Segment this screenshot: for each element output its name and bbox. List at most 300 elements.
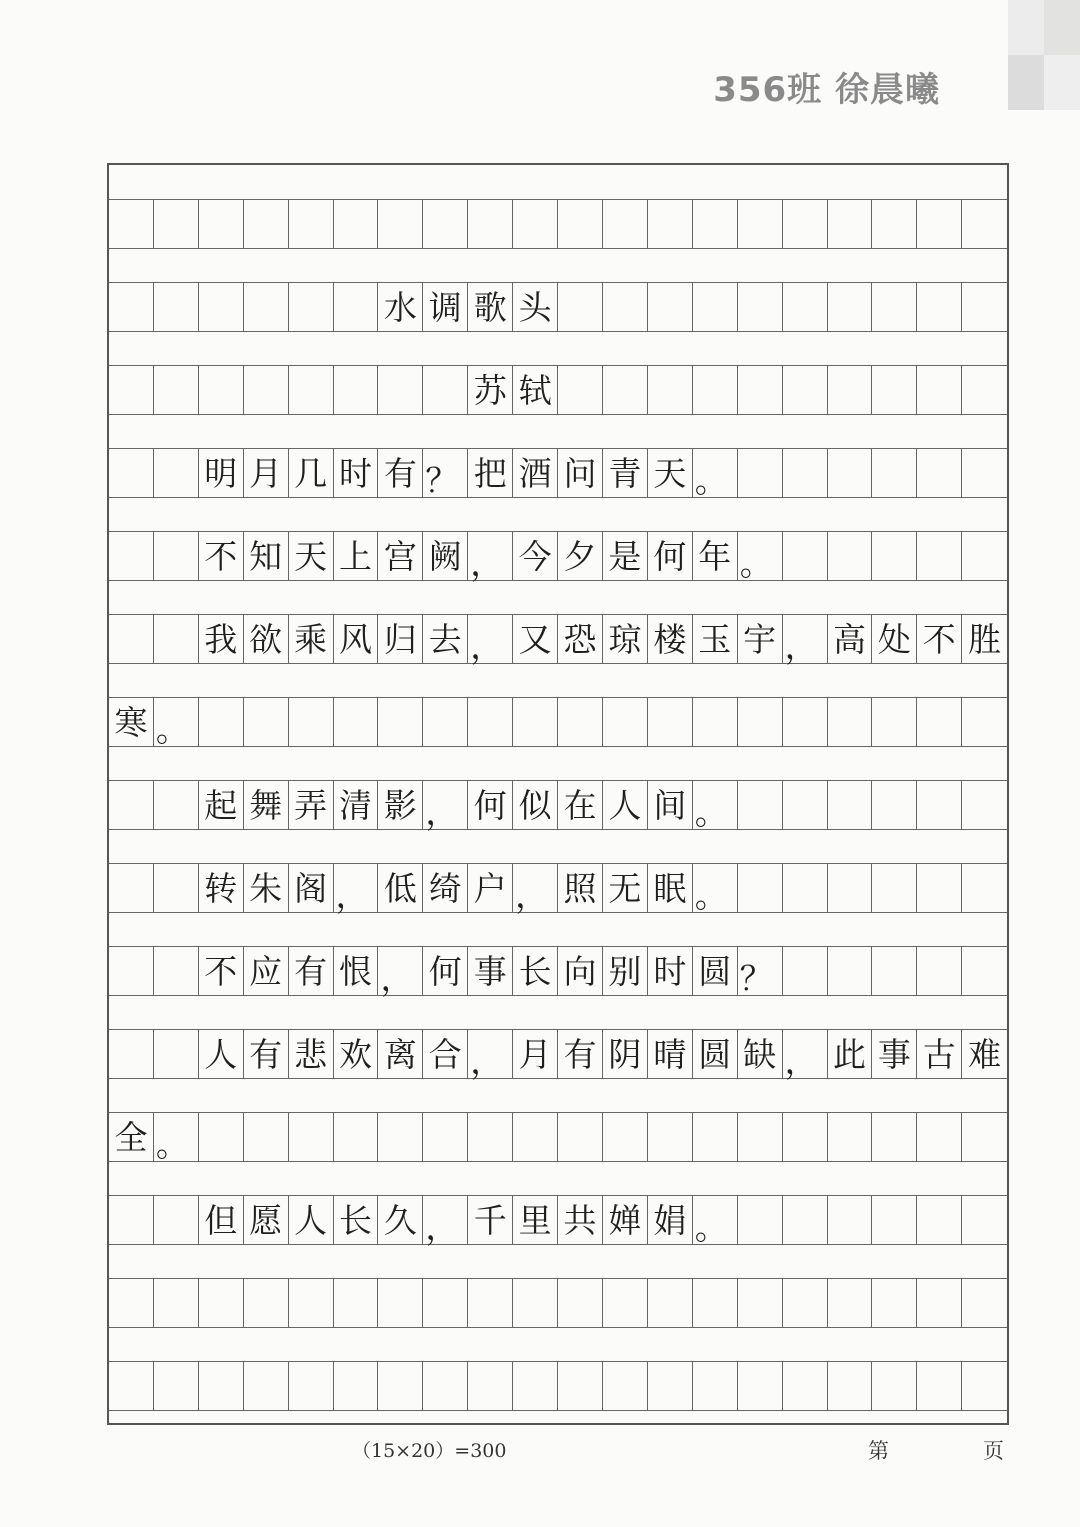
grid-cell [603,698,648,746]
grid-cell: 不 [917,615,962,663]
grid-row [109,1278,1007,1328]
grid-cell [783,532,828,580]
grid-cell [962,864,1007,912]
grid-cell [917,1113,962,1161]
grid-cell [648,1279,693,1327]
grid-cell [423,1279,468,1327]
grid-cell [154,1196,199,1244]
grid-cell: ， [468,615,513,663]
grid-row [109,780,1007,830]
grid-cell: 风 [334,615,379,663]
grid-cell: ， [783,1030,828,1078]
grid-cell [917,449,962,497]
grid-cell [603,200,648,248]
grid-cell [109,615,154,663]
grid-cell [872,1196,917,1244]
grid-cell [334,366,379,414]
grid-cell: ， [334,864,379,912]
grid-cell: 宇 [738,615,783,663]
grid-cell [828,532,873,580]
grid-cell [738,1279,783,1327]
grid-cell: 是 [603,532,648,580]
grid-cell [513,1113,558,1161]
grid-cell [244,366,289,414]
grid-cell: 清 [334,781,379,829]
grid-cell [109,532,154,580]
grid-cell: 转 [199,864,244,912]
grid-cell [199,1279,244,1327]
grid-cell [334,698,379,746]
grid-cell: 事 [872,1030,917,1078]
grid-cell: ， [783,615,828,663]
grid-cell [783,864,828,912]
grid-cell [334,283,379,331]
grid-row [109,946,1007,996]
grid-cell [962,283,1007,331]
grid-cell [558,283,603,331]
grid-cell [648,366,693,414]
grid-cell: 户 [468,864,513,912]
grid-cell: 楼 [648,615,693,663]
grid-cell: 起 [199,781,244,829]
grid-cell [558,1362,603,1410]
grid-cell: 天 [648,449,693,497]
class-name-label: 356班 徐晨曦 [713,70,940,110]
grid-cell [783,947,828,995]
grid-cell: 弄 [289,781,334,829]
grid-cell [289,366,334,414]
grid-cell: 晴 [648,1030,693,1078]
grid-cell [378,698,423,746]
grid-cell: 有 [289,947,334,995]
grid-cell: 青 [603,449,648,497]
grid-cell: 无 [603,864,648,912]
grid-cell [872,1362,917,1410]
grid-cell: 眠 [648,864,693,912]
grid-cell: 娟 [648,1196,693,1244]
grid-cell: 人 [603,781,648,829]
grid-cell [828,1196,873,1244]
grid-cell [109,449,154,497]
grid-cell [468,1279,513,1327]
grid-cell [154,781,199,829]
grid-cell: 不 [199,947,244,995]
grid-cell: 但 [199,1196,244,1244]
grid-cell [244,283,289,331]
grid-cell: 低 [378,864,423,912]
grid-cell [513,698,558,746]
grid-row [109,1029,1007,1079]
grid-cell [109,1362,154,1410]
grid-cell [828,947,873,995]
grid-cell [738,283,783,331]
grid-cell [558,698,603,746]
grid-cell [603,1279,648,1327]
grid-cell: 调 [423,283,468,331]
grid-cell: ， [423,781,468,829]
grid-cell: 欢 [334,1030,379,1078]
grid-cell: 不 [199,532,244,580]
grid-cell: 。 [154,698,199,746]
grid-cell [738,864,783,912]
grid-cell [872,698,917,746]
grid-cell [783,283,828,331]
grid-cell: 朱 [244,864,289,912]
grid-cell: ， [423,1196,468,1244]
grid-cell [378,1362,423,1410]
grid-cell [962,366,1007,414]
grid-cell: 。 [738,532,783,580]
grid-cell: 应 [244,947,289,995]
grid-row [109,282,1007,332]
grid-cell [962,1113,1007,1161]
grid-cell [244,1362,289,1410]
grid-cell: 我 [199,615,244,663]
grid-cell [693,1279,738,1327]
grid-cell [962,449,1007,497]
grid-cell: ， [513,864,558,912]
grid-cell [199,200,244,248]
grid-cell [962,1279,1007,1327]
grid-cell: 人 [199,1030,244,1078]
grid-cell: 。 [693,781,738,829]
grid-cell [154,449,199,497]
grid-cell [783,1196,828,1244]
grid-cell: 把 [468,449,513,497]
grid-cell: 歌 [468,283,513,331]
grid-cell [289,283,334,331]
grid-cell: 胜 [968,619,1002,659]
grid-cell [783,781,828,829]
grid-cell [244,1113,289,1161]
grid-cell [962,1196,1007,1244]
grid-cell [603,283,648,331]
grid-cell: ， [468,1030,513,1078]
grid-cell: 有 [378,449,423,497]
grid-cell [872,1279,917,1327]
grid-cell: 里 [513,1196,558,1244]
grid-cell [738,1113,783,1161]
grid-cell [334,1362,379,1410]
grid-cell: ， [468,532,513,580]
grid-cell [289,1113,334,1161]
grid-cell [648,200,693,248]
grid-cell: 欲 [244,615,289,663]
grid-cell [603,366,648,414]
grid-cell [962,200,1007,248]
grid-cell [917,698,962,746]
grid-cell: 何 [468,781,513,829]
grid-cell [244,698,289,746]
grid-row [109,448,1007,498]
grid-cell [154,864,199,912]
grid-cell [423,366,468,414]
grid-cell [872,781,917,829]
grid-cell [468,1113,513,1161]
grid-row [109,531,1007,581]
grid-cell [423,698,468,746]
grid-cell [334,1279,379,1327]
grid-cell: 归 [378,615,423,663]
grid-cell [738,781,783,829]
grid-cell [648,1113,693,1161]
grid-cell [917,366,962,414]
grid-cell: 久 [378,1196,423,1244]
grid-cell [154,1362,199,1410]
grid-cell: 何 [648,532,693,580]
grid-cell [109,1279,154,1327]
grid-cell [378,366,423,414]
grid-cell: 阴 [603,1030,648,1078]
grid-cell [378,200,423,248]
grid-cell [154,200,199,248]
grid-cell [783,366,828,414]
grid-cell [154,532,199,580]
grid-cell [109,781,154,829]
grid-cell: ？ [738,947,783,995]
grid-row [109,614,1007,664]
grid-cell [962,947,1007,995]
grid-cell: 别 [603,947,648,995]
grid-cell [648,1362,693,1410]
grid-cell [109,864,154,912]
grid-cell [738,200,783,248]
grid-cell: 天 [289,532,334,580]
grid-cell: 圆 [693,947,738,995]
grid-cell [917,200,962,248]
grid-cell [828,1113,873,1161]
grid-cell [828,781,873,829]
grid-cell [334,1113,379,1161]
grid-row [109,1361,1007,1411]
grid-cell [738,366,783,414]
grid-cell: ， [378,947,423,995]
grid-cell [378,1113,423,1161]
grid-cell: 今 [513,532,558,580]
grid-cell [828,1362,873,1410]
grid-cell: 宫 [378,532,423,580]
grid-cell [962,1362,1007,1410]
grid-cell [917,947,962,995]
grid-cell [693,698,738,746]
grid-cell [603,1113,648,1161]
grid-cell: 影 [378,781,423,829]
grid-cell [423,1113,468,1161]
grid-cell [783,1113,828,1161]
grid-cell [872,449,917,497]
page-label-suffix: 页 [983,1439,1004,1463]
grid-cell [917,532,962,580]
grid-cell [513,1279,558,1327]
grid-cell: ？ [423,449,468,497]
grid-cell [199,283,244,331]
grid-cell [872,366,917,414]
grid-cell: 处 [872,615,917,663]
grid-cell: 阙 [423,532,468,580]
grid-cell: 悲 [289,1030,334,1078]
grid-cell [468,1362,513,1410]
grid-cell [828,366,873,414]
grid-cell [828,283,873,331]
grid-cell: 合 [423,1030,468,1078]
grid-cell: 寒 [109,698,154,746]
grid-row [109,863,1007,913]
grid-cell [872,864,917,912]
grid-cell: 间 [648,781,693,829]
grid-cell [828,864,873,912]
grid-cell [289,200,334,248]
grid-cell [603,1362,648,1410]
grid-cell: 。 [693,449,738,497]
grid-cell: 时 [334,449,379,497]
grid-cell [468,200,513,248]
grid-cell [154,1279,199,1327]
grid-cell: 长 [513,947,558,995]
grid-cell: 舞 [244,781,289,829]
grid-cell [917,781,962,829]
grid-cell: 在 [558,781,603,829]
writing-grid-sheet [107,163,1009,1425]
grid-cell [962,532,1007,580]
grid-cell [109,1196,154,1244]
grid-cell [558,366,603,414]
grid-row [109,199,1007,249]
grid-cell [783,698,828,746]
grid-cell [872,283,917,331]
grid-cell: 恐 [558,615,603,663]
page-label-prefix: 第 [868,1439,889,1463]
grid-cell [828,1279,873,1327]
grid-cell [378,1279,423,1327]
grid-cell [558,1113,603,1161]
grid-cell: 圆 [693,1030,738,1078]
grid-cell [693,1362,738,1410]
grid-cell [109,283,154,331]
grid-cell [109,200,154,248]
grid-cell [693,1113,738,1161]
grid-cell [962,781,1007,829]
grid-cell: 事 [468,947,513,995]
grid-cell [872,1113,917,1161]
grid-cell: 时 [648,947,693,995]
grid-cell [872,532,917,580]
grid-row [109,1112,1007,1162]
grid-row [109,697,1007,747]
grid-cell: 缺 [738,1030,783,1078]
grid-cell: 高 [828,615,873,663]
grid-cell: 年 [693,532,738,580]
grid-cell: 此 [828,1030,873,1078]
grid-cell: 全 [109,1113,154,1161]
grid-cell [154,615,199,663]
grid-cell [648,698,693,746]
grid-cell [693,283,738,331]
grid-cell [783,449,828,497]
grid-cell: 共 [558,1196,603,1244]
grid-cell [199,1362,244,1410]
grid-cell: 何 [423,947,468,995]
grid-cell [154,1030,199,1078]
grid-cell [917,864,962,912]
grid-cell [872,947,917,995]
grid-cell: 阁 [289,864,334,912]
grid-cell [738,1362,783,1410]
grid-cell: 轼 [513,366,558,414]
grid-cell [154,366,199,414]
grid-cell [962,698,1007,746]
grid-cell: 月 [513,1030,558,1078]
grid-cell: 绮 [423,864,468,912]
grid-cell [289,1279,334,1327]
grid-cell: 苏 [468,366,513,414]
grid-cell: 头 [513,283,558,331]
grid-cell [289,698,334,746]
grid-cell [289,1362,334,1410]
grid-cell: 。 [693,1196,738,1244]
grid-cell: 有 [558,1030,603,1078]
grid-cell: 难 [968,1034,1002,1074]
grid-cell: 向 [558,947,603,995]
grid-cell: 人 [289,1196,334,1244]
grid-cell: 愿 [244,1196,289,1244]
grid-cell [693,200,738,248]
grid-cell [109,947,154,995]
grid-cell: 月 [244,449,289,497]
grid-cell: 有 [244,1030,289,1078]
grid-cell [738,449,783,497]
grid-cell: 离 [378,1030,423,1078]
grid-cell [738,698,783,746]
grid-cell [199,1113,244,1161]
grid-cell [693,366,738,414]
grid-cell [917,1196,962,1244]
grid-cell [154,283,199,331]
grid-cell: 去 [423,615,468,663]
blurred-mosaic [1008,0,1080,110]
grid-cell [154,947,199,995]
grid-cell: 水 [378,283,423,331]
grid-cell: 长 [334,1196,379,1244]
grid-cell [783,1362,828,1410]
grid-cell: 照 [558,864,603,912]
grid-cell: 似 [513,781,558,829]
grid-cell [828,449,873,497]
grid-cell: 乘 [289,615,334,663]
grid-cell: 夕 [558,532,603,580]
grid-cell [783,1279,828,1327]
grid-cell [872,200,917,248]
grid-cell: 恨 [334,947,379,995]
grid-cell: 又 [513,615,558,663]
grid-cell: 酒 [513,449,558,497]
grid-cell: 明 [199,449,244,497]
grid-cell [917,1279,962,1327]
grid-cell [558,1279,603,1327]
grid-cell [738,1196,783,1244]
grid-row [109,1195,1007,1245]
grid-cell [423,1362,468,1410]
grid-cell [109,1030,154,1078]
grid-capacity-note: （15×20）=300 [352,1440,507,1462]
grid-cell [783,200,828,248]
grid-cell: 问 [558,449,603,497]
grid-cell: 玉 [693,615,738,663]
grid-cell: 琼 [603,615,648,663]
grid-cell: 上 [334,532,379,580]
grid-cell: 几 [289,449,334,497]
grid-cell: 。 [693,864,738,912]
grid-cell [648,283,693,331]
